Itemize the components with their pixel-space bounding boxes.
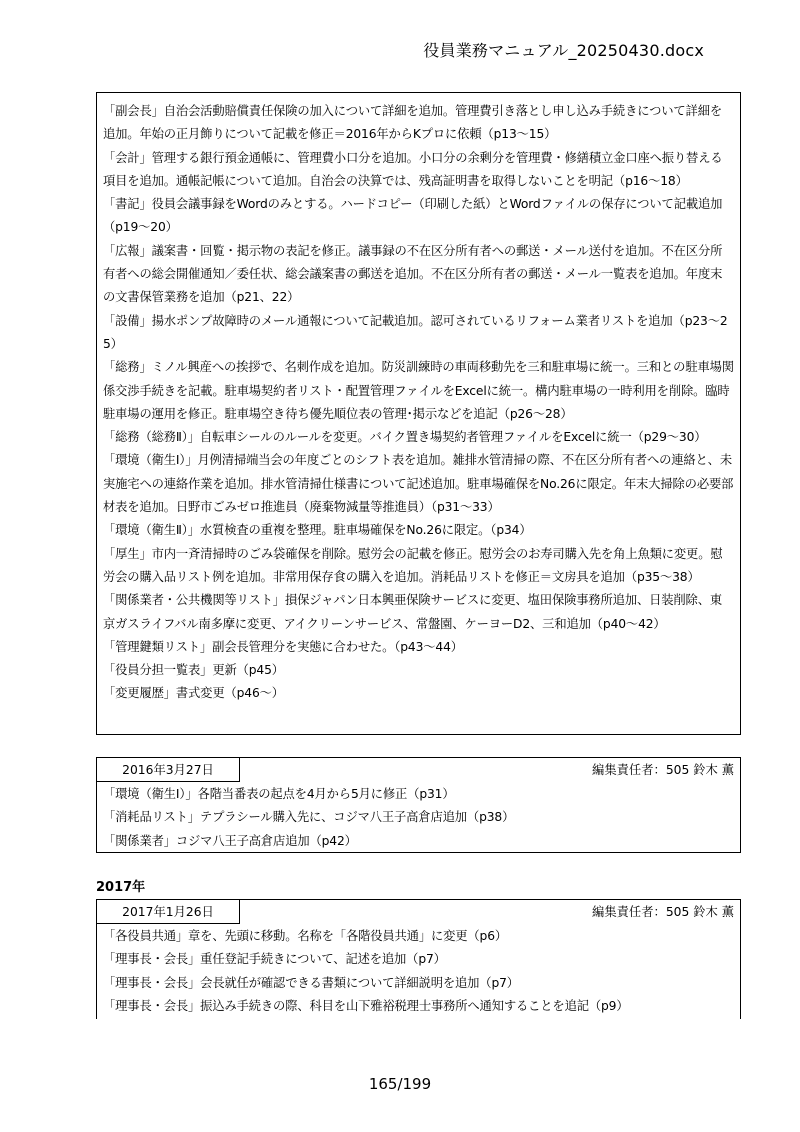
- revision-meta-row: [103, 758, 734, 783]
- change-entry: 「書記」役員会議事録をWordのみとする。ハードコピー（印刷した紙）とWordファイルの保存について記載追加（p19〜20）: [103, 197, 723, 235]
- change-entry: 「広報」議案書・回覧・掲示物の表記を修正。議事録の不在区分所有者への郵送・メール送付を追加。不在区分所有者への総会開催通知／委任状、総会議案書の郵送を追加。不在区分所有者の郵送・メール一覧表を追加。年度末の文書保管業務を追加（p21、22）: [103, 243, 723, 305]
- change-entry: 「関係業者・公共機関等リスト」損保ジャパン日本興亜保険サービスに変更、塩田保険事務所追加、日装削除、東京ガスライフバル南多摩に変更、アイクリーンサービス、常盤園、ケーヨーD2、三和追加（p40〜42）: [103, 593, 723, 631]
- document-filename-header: 役員業務マニュアル_20250430.docx: [423, 41, 704, 60]
- change-entry: 「環境（衛生Ⅱ）」水質検査の重複を整理。駐車場確保をNo.26に限定。（p34）: [103, 523, 532, 538]
- change-entry: 「各役員共通」章を、先頭に移動。名称を「各階役員共通」に変更（p6）: [103, 929, 508, 943]
- change-entry: 「管理鍵類リスト」副会長管理分を実態に合わせた。（p43〜44）: [103, 639, 463, 654]
- change-history-block-2015: [96, 92, 741, 735]
- change-entry: 「理事長・会長」振込み手続きの際、科目を山下雅裕税理士事務所へ通知することを追記（p9）: [103, 998, 629, 1013]
- change-entry: 「総務」ミノル興産への挨拶で、名刺作成を追加。防災訓練時の車両移動先を三和駐車場に統一。三和との駐車場関係交渉手続きを記載。駐車場契約者リスト・配置管理ファイルをExcelに統一。構内駐車場の一時利用を削除。臨時駐車場の運用を修正。駐車場空き待ち優先順位表の管理･掲示などを追記（p26〜28）: [103, 360, 734, 421]
- change-entry: 「設備」揚水ポンプ故障時のメール通報について記載追加。認可されているリフォーム業者リストを追加（p23〜25）: [103, 313, 728, 351]
- change-entry: 「総務（総務Ⅱ）」自転車シールのルールを変更。バイク置き場契約者管理ファイルをExcelに統一（p29〜30）: [103, 430, 707, 445]
- change-entry: 「消耗品リスト」テプラシール購入先に、コジマ八王子高倉店追加（p38）: [103, 810, 515, 825]
- year-heading: 2017年: [96, 880, 146, 895]
- change-entry: 「厚生」市内一斉清掃時のごみ袋確保を削除。慰労会の記載を修正。慰労会のお寿司購入先を角上魚類に変更。慰労会の購入品リスト例を追加。非常用保存食の購入を追加。消耗品リストを修正＝文房具を追加（p35〜38）: [103, 546, 723, 584]
- change-history-block-2017-01-26: [96, 899, 741, 1019]
- change-entry: 「役員分担一覧表」更新（p45）: [103, 663, 284, 678]
- change-entry: 「環境（衛生Ⅰ）」各階当番表の起点を4月から5月に修正（p31）: [103, 787, 455, 801]
- revision-date: 2017年1月26日: [97, 900, 240, 924]
- change-entry: 「変更履歴」書式変更（p46〜）: [103, 686, 284, 701]
- revision-date: 2016年3月27日: [97, 758, 240, 782]
- change-history-block-2016-03-27: [96, 757, 741, 853]
- change-entry: 「副会長」自治会活動賠償責任保険の加入について詳細を追加。管理費引き落とし申し込み手続きについて詳細を追加。年始の正月飾りについて記載を修正＝2016年からKプロに依頼（p13〜15）: [103, 104, 723, 142]
- revision-editor: 編集責任者：505 鈴木 薫: [592, 905, 734, 919]
- change-entry: 「環境（衛生Ⅰ）」月例清掃端当会の年度ごとのシフト表を追加。雑排水管清掃の際、不在区分所有者への連絡と、未実施宅への連絡作業を追加。排水管清掃仕様書について記述追加。駐車場確保をNo.26に限定。年末大掃除の必要部材表を追加。日野市ごみゼロ推進員（廃棄物減量等推進員）（p31〜33）: [103, 453, 734, 515]
- change-entry: 「会計」管理する銀行預金通帳に、管理費小口分を追加。小口分の余剰分を管理費・修繕積立金口座へ振り替える項目を追加。通帳記帳について追加。自治会の決算では、残高証明書を取得しないことを明記（p16〜18）: [103, 150, 723, 188]
- revision-editor: 編集責任者：505 鈴木 薫: [592, 763, 734, 777]
- change-entry: 「関係業者」コジマ八王子高倉店追加（p42）: [103, 833, 357, 848]
- revision-meta-row: [103, 900, 734, 925]
- page-number: 165/199: [368, 1075, 432, 1093]
- change-entry: 「理事長・会長」重任登記手続きについて、記述を追加（p7）: [103, 952, 446, 967]
- change-entry: 「理事長・会長」会長就任が確認できる書類について詳細説明を追加（p7）: [103, 975, 519, 990]
